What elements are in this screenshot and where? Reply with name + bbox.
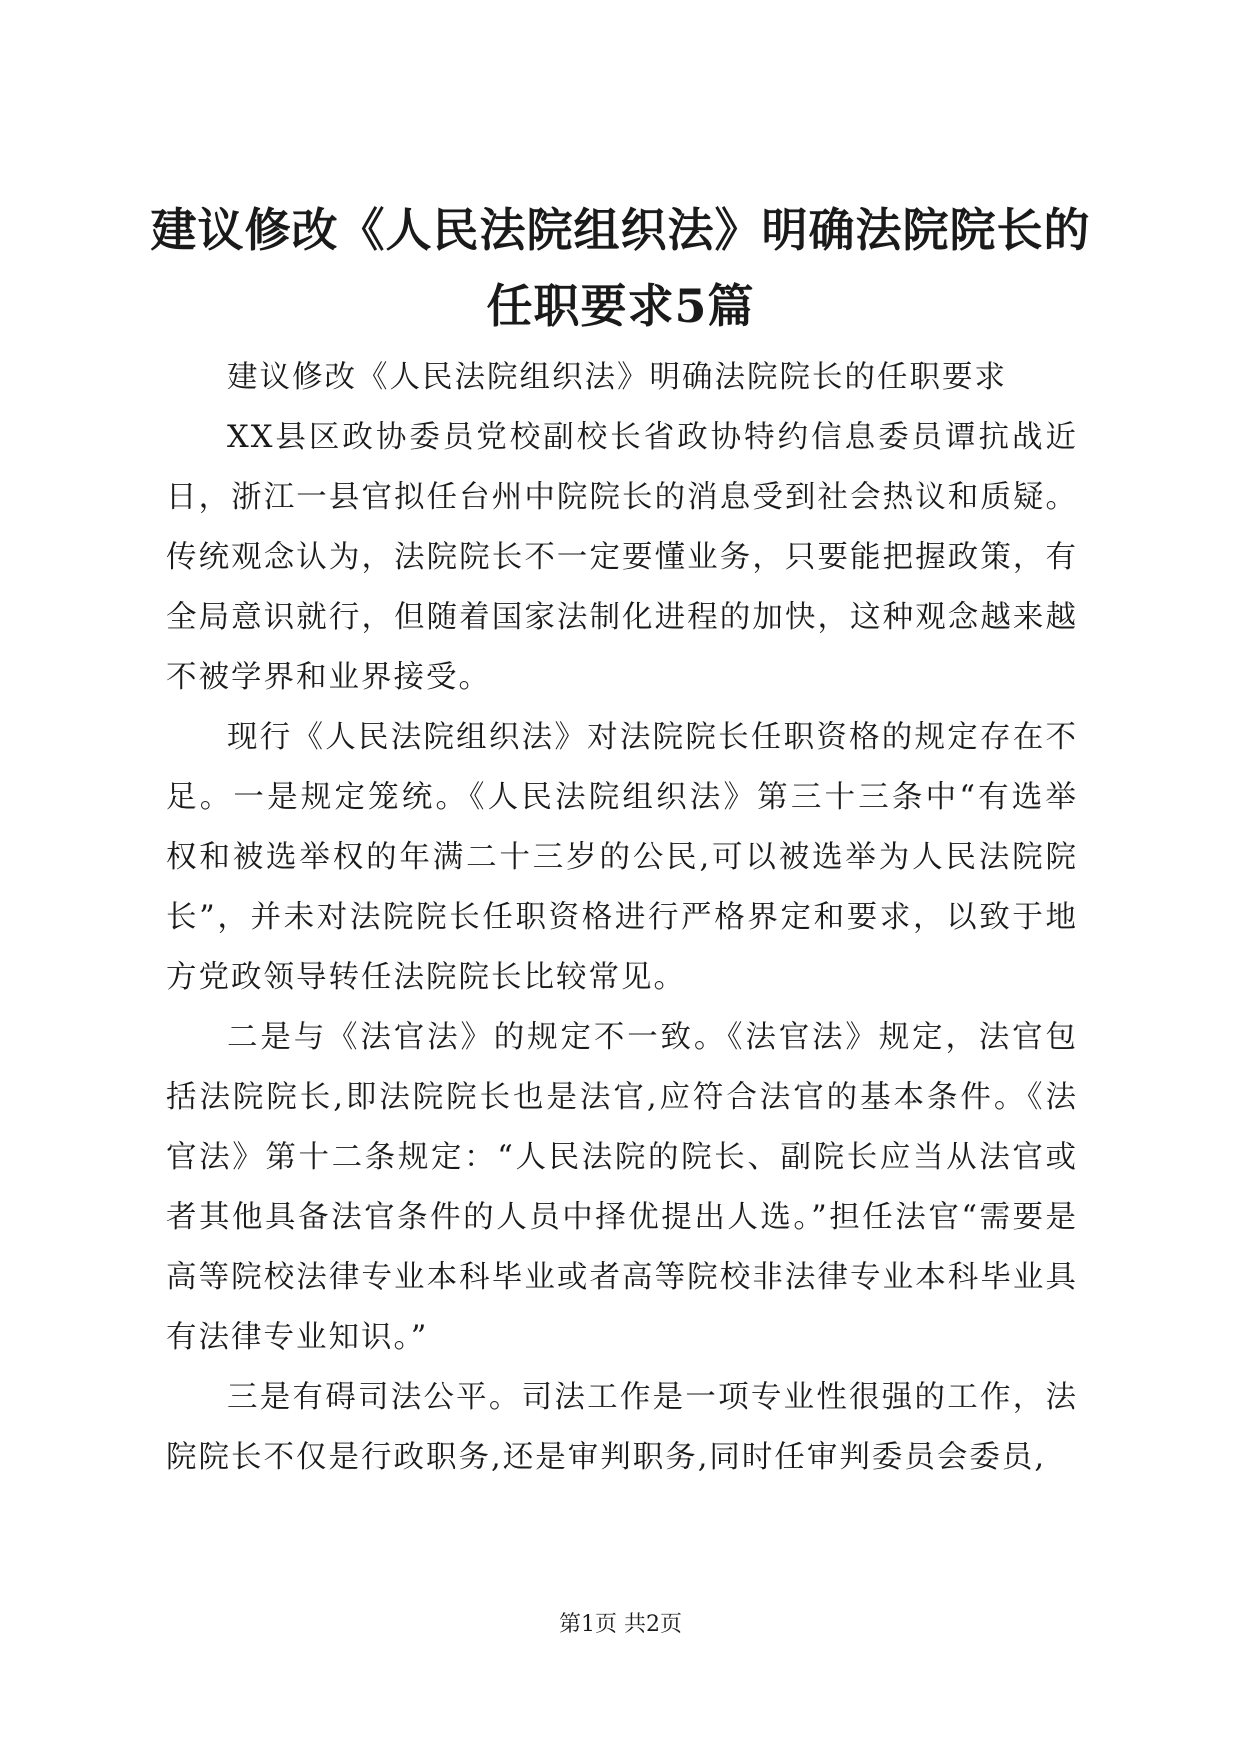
body-paragraph: 二是与《法官法》的规定不一致。《法官法》规定，法官包括法院院长,即法院院长也是法官,应符合法官的基本条件。《法官法》第十二条规定：“人民法院的院长、副院长应当从法官或者其他具备法官条件的人员中择优提出人选。”担任法官“需要是高等院校法律专业本科毕业或者高等院校非法律专业本科毕业具有法律专业知识。” xyxy=(166,1020,1078,1355)
body-paragraph: 三是有碍司法公平。司法工作是一项专业性很强的工作，法院院长不仅是行政职务,还是审判职务,同时任审判委员会委员, xyxy=(166,1380,1078,1475)
page-footer: 第1页 共2页 xyxy=(559,1612,682,1637)
subtitle-paragraph: 建议修改《人民法院组织法》明确法院院长的任职要求 xyxy=(227,360,1007,395)
body-paragraph: 现行《人民法院组织法》对法院院长任职资格的规定存在不足。一是规定笼统。《人民法院组织法》第三十三条中“有选举权和被选举权的年满二十三岁的公民,可以被选举为人民法院院长”，并未对法院院长任职资格进行严格界定和要求，以致于地方党政领导转任法院院长比较常见。 xyxy=(166,720,1078,995)
document-title xyxy=(150,192,1091,344)
body-paragraph: XX县区政协委员党校副校长省政协特约信息委员谭抗战近日，浙江一县官拟任台州中院院长的消息受到社会热议和质疑。传统观念认为，法院院长不一定要懂业务，只要能把握政策，有全局意识就行，但随着国家法制化进程的加快，这种观念越来越不被学界和业界接受。 xyxy=(166,420,1078,695)
document-body xyxy=(166,348,1078,1488)
title-line-1: 建议修改《人民法院组织法》明确法院院长的 xyxy=(150,203,1091,257)
title-line-2: 任职要求5篇 xyxy=(486,279,755,333)
